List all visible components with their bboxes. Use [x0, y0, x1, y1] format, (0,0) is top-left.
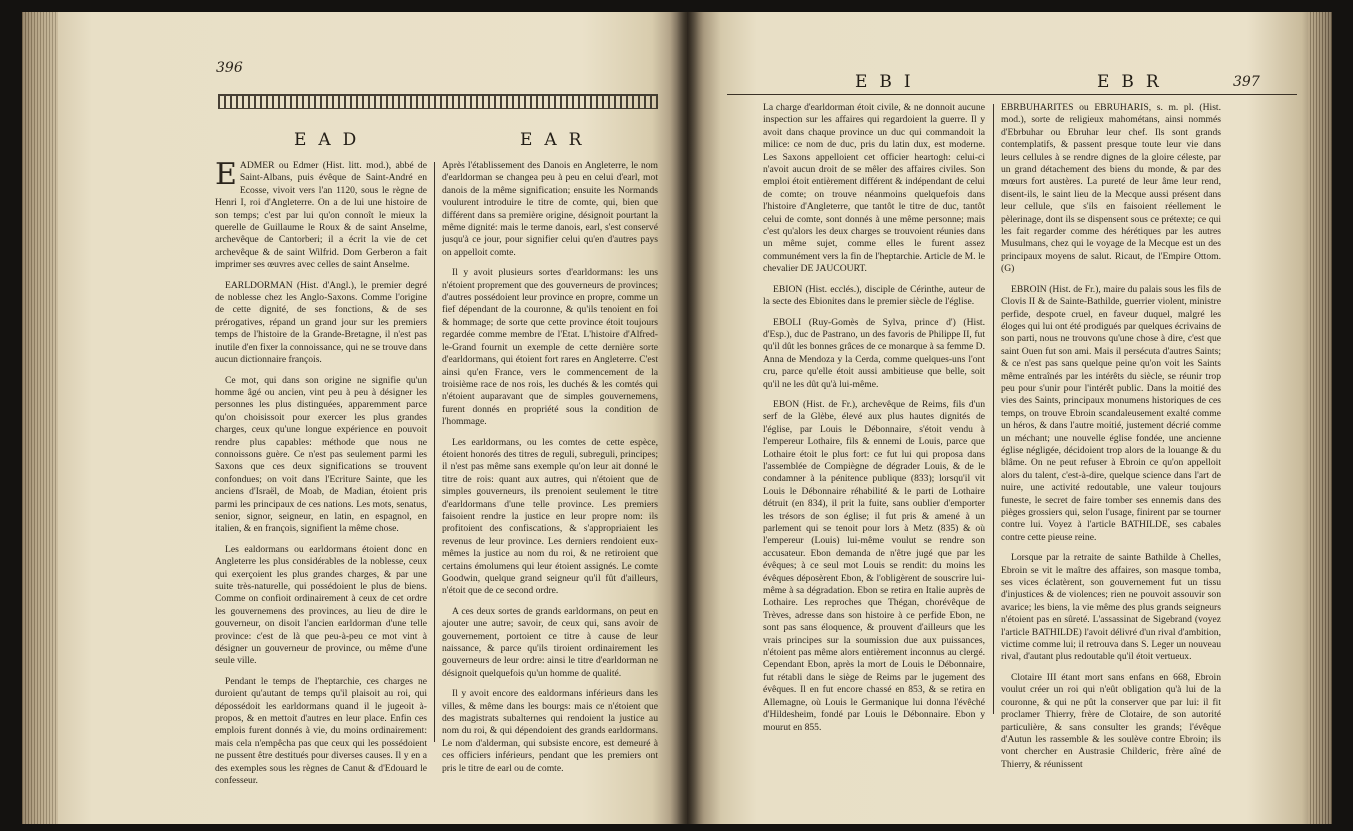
- open-book: [22, 12, 1332, 824]
- article-ebroin: EBROIN (Hist. de Fr.), maire du palais sous les fils de Clovis II & de Sainte-Bathilde, guerrier violent, ministre perfide, despote cruel, en faveur duquel, malgré les éloges qui lui ont été prodigués par quelques écrivains de son parti, nous ne trouvons qu'une chose à dire, c'est que saint Ouen fut son ami. Mais il persécuta d'autres Saints; & ce n'est pas sans quelque peine qu'on voit les Saints même entraînés par les intérêts du siècle, se réunir trop peu pour s'unir pour l'intérêt public. Dans la moitié des vies des Saints, principaux monumens historiques de ces temps, on trouve Ebroin scandaleusement exalté comme un héros, & dans l'autre moitié, justement décrié comme un méchant; une nouvelle église fondée, une ancienne église négligée, décidoient trop alors de la louange & du blâme. On ne peut refuser à Ebroin ce qu'on appelloit alors du talent, c'est-à-dire, quelque science dans l'art de nuire, une activité redoutable, une valeur toujours funeste, le secret de faire tomber ses ennemis dans des pièges grossiers qui, selon l'usage, finirent par se tourner contre lui. Voyez à l'article BATHILDE, ses cabales contre cette pieuse reine.: [1001, 283, 1221, 543]
- article-eadmer: EADMER ou Edmer (Hist. litt. mod.), abbé de Saint-Albans, puis évêque de Saint-André en Ecosse, vivoit vers l'an 1120, sous le règne de Henri I, roi d'Angleterre. On a de lui une histoire de son temps; c'est par lui qu'on connoît le mieux la querelle de Guillaume le Roux & de saint Anselme, archevêque de Cantorberi; il a écrit la vie de cet archevêque & de saint Wilfrid. Dom Gerberon a fait imprimer ses œuvres avec celles de saint Anselme.: [215, 160, 427, 271]
- left-page-column-1: [215, 160, 427, 800]
- page-number-right: 397: [1233, 74, 1260, 90]
- paragraph: Après l'établissement des Danois en Angleterre, le nom d'earldorman se changea peu à peu en celui d'earl, mot danois de la même signification; ensuite les Normands voulurent introduire le titre de comte, qui, bien que différent dans sa première origine, désignoit pourtant la même dignité: mais le terme danois, earl, s'est conservé jusqu'à ce jour, pour signifier celui qu'en d'autres pays on appelloit comte.: [442, 160, 658, 258]
- paragraph: Clotaire III étant mort sans enfans en 668, Ebroin voulut créer un roi qui n'eût obligation qu'à lui de la couronne, & qui ne pût la conserver que par lui: il fit proclamer Thierry, frère de Clotaire, de son autorité particulière, & sans consulter les grands; l'évêque d'Autun les rassemble & les soulève contre Ebroin; ils vont chercher en Austrasie Childeric, frère aîné de Thierry, & réunissent: [1001, 671, 1221, 770]
- paragraph: A ces deux sortes de grands earldormans, on peut en ajouter une autre; savoir, de ceux qui, sans avoir de gouvernement, portoient ce titre à cause de leur naissance, & parce qu'ils tiroient ordinairement les gouverneurs de leur ordre: ainsi le titre d'earldorman ne désignoit quelquefois qu'un homme de qualité.: [442, 605, 658, 679]
- drop-cap-e: E: [215, 160, 237, 192]
- right-page: [687, 12, 1332, 824]
- paragraph: Les earldormans, ou les comtes de cette espèce, étoient honorés des titres de reguli, subreguli, principes; il n'est pas même sans exemple qu'on leur ait donné le titre de rois: quant aux autres, qui n'étoient que de simples gouverneurs, ils prenoient seulement le titre d'earldormans d'une telle province. Les premiers faisoient rendre la justice en leur propre nom: ils profitoient des confiscations, & s'appropriaient les revenus de leur province. Les derniers rendoient eux-mêmes la justice au nom du roi, & ne retiroient que certains émolumens qui leur étoient assignés. Le comte Goodwin, quelque grand seigneur qu'il fût d'ailleurs, n'étoit que de ce second ordre.: [442, 436, 658, 597]
- left-page: [22, 12, 687, 824]
- article-ebrbuharites: EBRBUHARITES ou EBRUHARIS, s. m. pl. (Hist. mod.), sorte de religieux mahométans, ainsi nommés d'Ebrbuhar ou Ebruhar leur chef. Ils sont grands contemplatifs, & passent presque toute leur vie dans leurs cellules à se rendre dignes de la gloire céleste, par un grand détachement des biens du monde, & par des mœurs fort austères. La pureté de leur âme leur rend, disent-ils, le saint lieu de la Mecque aussi présent dans leur cellule, que s'ils en faisoient réellement le pèlerinage, dont ils se dispensent sous ce prétexte; ce qui les fait regarder comme des hérétiques par les autres Musulmans, chez qui le voyage de la Mecque est un des principaux moyens de salut. Ricaut, de l'Empire Ottom. (G): [1001, 102, 1221, 275]
- header-rule-right: [727, 94, 1297, 95]
- paragraph: Lorsque par la retraite de sainte Bathilde à Chelles, Ebroin se vit le maître des affaires, son masque tomba, ses vices éclatèrent, son gouvernement fut un tissu d'injustices & de violences; rien ne pouvoit assouvir son avarice; les biens, la vie même des plus grands seigneurs n'étoient pas en sûreté. L'assassinat de Sigebrand (voyez l'article BATHILDE) l'avoit délivré d'un rival d'ambition, victime comme lui; il retrouva dans S. Leger un nouveau rival, d'autant plus redoutable qu'il étoit vertueux.: [1001, 552, 1221, 663]
- paragraph: Ce mot, qui dans son origine ne signifie qu'un homme âgé ou ancien, vint peu à peu à désigner les personnes les plus distinguées, apparemment parce qu'on choisissoit pour exercer les plus grandes charges, ceux qu'une longue expérience en pouvoit rendre plus capables: méthode que nous ne connoissons guère. Ce n'est pas seulement parmi les Saxons que ces deux significations se trouvent confondues; on voit dans l'Ecriture Sainte, que les anciens d'Israël, de Moab, de Madian, étoient pris parmi les principaux de ces nations. Les mots, senatus, senior, signor, seigneur, en latin, en espagnol, en italien, & en françois, signifient la même chose.: [215, 374, 427, 535]
- column-divider-right: [993, 104, 994, 714]
- running-header-ear: EAR: [520, 130, 594, 150]
- book-gutter: [670, 12, 704, 824]
- page-edges-right: [1308, 12, 1332, 824]
- running-header-ead: EAD: [294, 130, 369, 150]
- article-eboli: EBOLI (Ruy-Gomès de Sylva, prince d') (Hist. d'Esp.), duc de Pastrano, un des favoris de Philippe II, fut qu'il dût les bonnes grâces de ce monarque à sa femme D. Anna de Mendoza y la Cerda, comme quelques-uns l'ont cru, parce qu'elle étoit aussi ambitieuse que belle, soit qu'il ne les dût qu'à lui-même.: [763, 316, 985, 390]
- paragraph: Il y avoit encore des ealdormans inférieurs dans les villes, & même dans les bourgs: mais ce n'étoient que des magistrats subalternes qui rendoient la justice au nom du roi, & qui dépendoient des grands earldormans. Le nom d'alderman, qui subsiste encore, est demeuré à ces officiers inférieurs, pendant que les premiers ont pris le titre de earl ou de comte.: [442, 688, 658, 774]
- article-earldorman: EARLDORMAN (Hist. d'Angl.), le premier degré de noblesse chez les Anglo-Saxons. Comme l'origine de cette dignité, de ses fonctions, & de ses prérogatives, répand un grand jour sur les premiers temps de l'histoire de la Grande-Bretagne, il n'est pas inutile d'en fixer la connoissance, qui ne se trouve dans aucun dictionnaire françois.: [215, 279, 427, 366]
- article-ebon: EBON (Hist. de Fr.), archevêque de Reims, fils d'un serf de la Glèbe, élevé aux plus hautes dignités de l'église, par Louis le Débonnaire, s'étoit vendu à l'empereur Lothaire, fils & ennemi de Louis, parce que Lothaire étoit le plus fort: ce fut lui qui proposa dans l'assemblée de Compiègne de dégrader Louis, & de le condamner à la pénitence publique (833); lorsqu'il vit Louis le Débonnaire réhabilité & le parti de Lothaire détruit (en 834), il prit la fuite, sans oublier d'emporter les trésors de son église; il fut pris & amené à un parlement qui se tenoit pour lors à Metz (835) & où l'empereur (Louis) lui-même voulut se rendre son accusateur. Ebon demanda de n'être jugé que par les évêques; à ce seul mot Louis se rendit: du moins les évêques déposèrent Ebon, & l'obligèrent de souscrire lui-même à sa dégradation. Ebon se retira en Italie auprès de Lothaire. Les reproches que Thégan, chorévêque de Trèves, adresse dans son histoire à ce perfide Ebon, ne sont pas sans éloquence, & prouvent d'ailleurs que les vrais principes sur la soumission due aux puissances, n'étoient pas même alors entièrement inconnus au clergé. Cependant Ebon, après la mort de Louis le Débonnaire, fut rétabli dans le siège de Reims par le jugement des évêques. Il en fut encore chassé en 853, & se retira en Allemagne, où Louis le Germanique lui donna l'évêché d'Hildesheim, fondé par Louis le Débonnaire. Ebon y mourut en 855.: [763, 398, 985, 733]
- paragraph: Pendant le temps de l'heptarchie, ces charges ne duroient qu'autant de temps qu'il plaisoit au roi, qui dépossédoit les earldormans quand il le jugeoit à-propos, & en mettoit d'autres en leur place. Enfin ces emplois furent donnés à vie, du moins ordinairement: mais cela n'empêcha pas que ceux qui les possédoient ne pussent être destitués pour diverses causes. Il y en a des exemples sous les règnes de Canut & d'Edouard le confesseur.: [215, 675, 427, 787]
- right-page-column-1: [763, 102, 985, 797]
- paragraph: Les ealdormans ou earldormans étoient donc en Angleterre les plus considérables de la noblesse, ceux qui exerçoient les plus grandes charges, & par une suite très-naturelle, qui possédoient le plus de biens. Comme on confioit ordinairement à ceux de cet ordre les gouvernemens des provinces, au lieu de dire le gouverneur, on disoit l'ancien earldorman d'une telle province: c'est de là que peu-à-peu ce mot vint à désigner un gouverneur de province, ou même d'une seule ville.: [215, 543, 427, 667]
- article-ebion: EBION (Hist. ecclés.), disciple de Cérinthe, auteur de la secte des Ebionites dans le premier siècle de l'église.: [763, 283, 985, 308]
- page-edges-left: [22, 12, 58, 824]
- running-header-ebi: EBI: [855, 72, 923, 92]
- left-page-column-2: [442, 160, 658, 800]
- page-number-left: 396: [216, 60, 243, 76]
- paragraph: Il y avoit plusieurs sortes d'earldormans: les uns n'étoient proprement que des gouverneurs de provinces; d'autres possédoient leur province en propre, comme un fief dépendant de la couronne, & qu'ils tenoient en foi & hommage; de sorte que cette province étoit toujours regardée comme membre de l'Etat. L'histoire d'Alfred-le-Grand fournit un exemple de cette dernière sorte d'earldormans, qui étoient fort rares en Angleterre. C'est ainsi qu'en France, vers le commencement de la troisième race de nos rois, les duchés & les comtés qui n'étoient auparavant que de simples gouvernemens, furent donnés en propriété sous la condition de l'hommage.: [442, 267, 658, 428]
- right-page-column-2: [1001, 102, 1221, 797]
- column-divider-left: [434, 162, 435, 742]
- running-header-ebr: EBR: [1097, 72, 1171, 92]
- header-ornament-left: [218, 94, 658, 109]
- paragraph: La charge d'earldorman étoit civile, & ne donnoit aucune inspection sur les affaires qui regardoient la guerre. Il y avoit dans chaque province un duc qui commandoit la milice: ce nom de duc, pris du latin dux, est moderne. Les Saxons appelloient cet officier heartogh: celui-ci n'avoit aucun droit de se mêler des affaires civiles. Son emploi étoit entièrement différent & indépendant de celui de comte; on trouve néanmoins quelquefois dans l'histoire d'Angleterre, que tantôt le titre de duc, tantôt celui de comte, sont donnés à une même personne; mais c'est qu'alors les deux charges se trouvoient réunies dans un même sujet, comme elles le furent assez communément vers la fin de l'heptarchie. Article de M. le chevalier DE JAUCOURT.: [763, 102, 985, 275]
